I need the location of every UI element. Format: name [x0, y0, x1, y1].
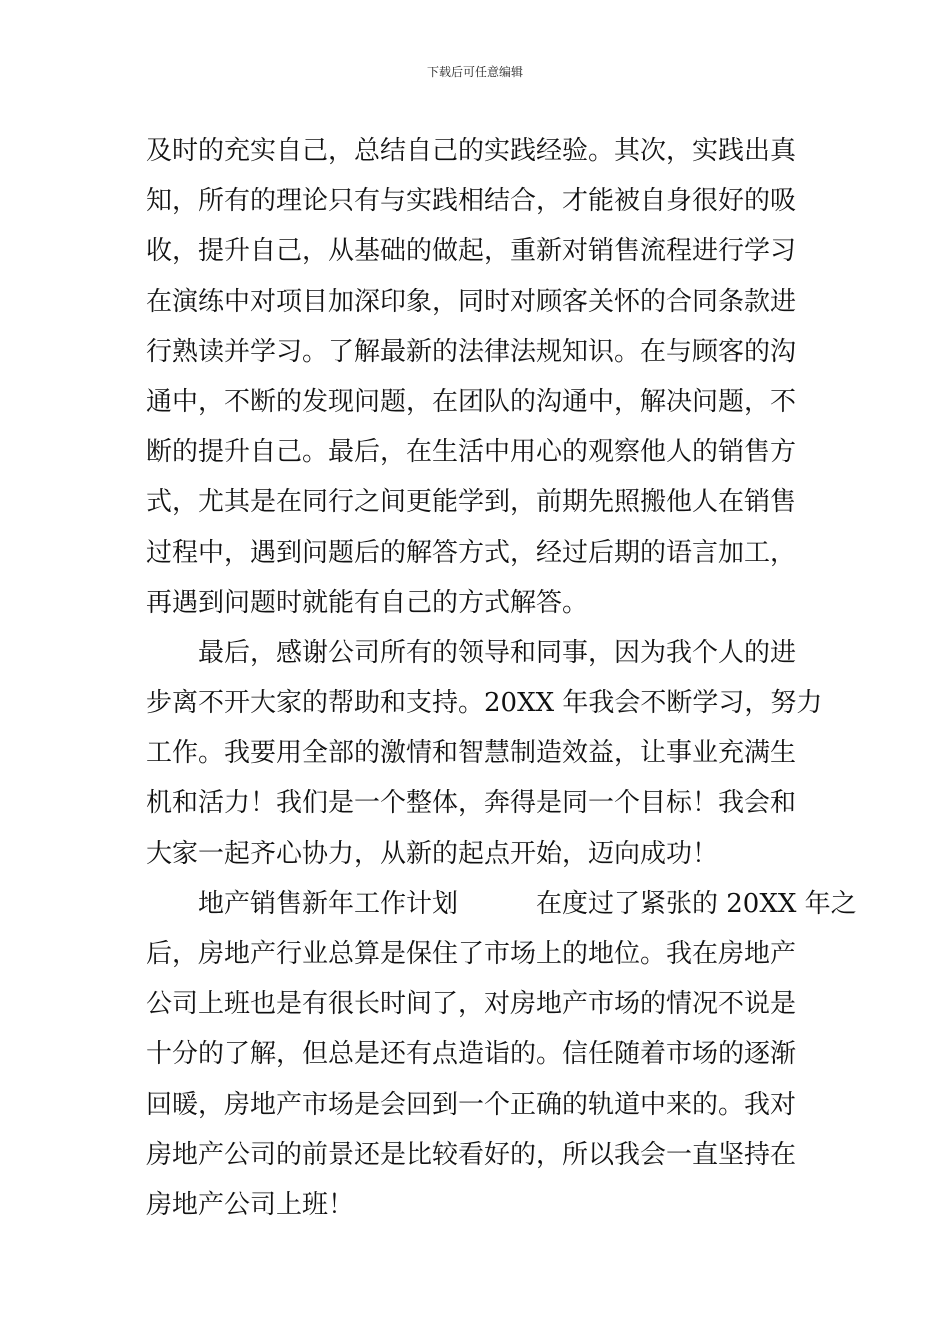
text-line: 回暖，房地产市场是会回到一个正确的轨道中来的。我对: [146, 1089, 797, 1120]
document-body: [146, 126, 857, 1230]
text-line: 断的提升自己。最后，在生活中用心的观察他人的销售方: [146, 437, 797, 468]
text-line: 过程中，遇到问题后的解答方式，经过后期的语言加工，: [146, 537, 797, 568]
text-line: 十分的了解，但总是还有点造诣的。信任随着市场的逐渐: [146, 1039, 797, 1070]
text-line: 收，提升自己，从基础的做起，重新对销售流程进行学习: [146, 236, 797, 267]
text-line: 知，所有的理论只有与实践相结合，才能被自身很好的吸: [146, 186, 797, 217]
text-line: 最后，感谢公司所有的领导和同事，因为我个人的进: [146, 637, 797, 668]
text-line: 及时的充实自己，总结自己的实践经验。其次，实践出真: [146, 136, 797, 166]
text-line: 机和活力！我们是一个整体，奔得是同一个目标！我会和: [146, 788, 797, 819]
text-line: 再遇到问题时就能有自己的方式解答。: [146, 587, 589, 618]
text-line: 房地产公司的前景还是比较看好的，所以我会一直坚持在: [146, 1139, 797, 1170]
text-line: 行熟读并学习。了解最新的法律法规知识。在与顾客的沟: [146, 336, 797, 367]
text-line: 公司上班也是有很长时间了，对房地产市场的情况不说是: [146, 989, 797, 1020]
text-line: 在演练中对项目加深印象，同时对顾客关怀的合同条款进: [146, 286, 797, 317]
text-line: 步离不开大家的帮助和支持。20XX 年我会不断学习，努力: [146, 688, 823, 719]
text-line: 式，尤其是在同行之间更能学到，前期先照搬他人在销售: [146, 487, 797, 518]
text-line: 后，房地产行业总算是保住了市场上的地位。我在房地产: [146, 939, 797, 969]
text-line: 地产销售新年工作计划 在度过了紧张的 20XX 年之: [146, 888, 857, 919]
text-line: 工作。我要用全部的激情和智慧制造效益，让事业充满生: [146, 738, 797, 769]
text-line: 大家一起齐心协力，从新的起点开始，迈向成功！: [146, 838, 719, 869]
text-line: 通中，不断的发现问题，在团队的沟通中，解决问题，不: [146, 386, 797, 417]
text-line: 房地产公司上班！: [146, 1189, 355, 1220]
page-header: 下载后可任意编辑: [426, 65, 523, 79]
